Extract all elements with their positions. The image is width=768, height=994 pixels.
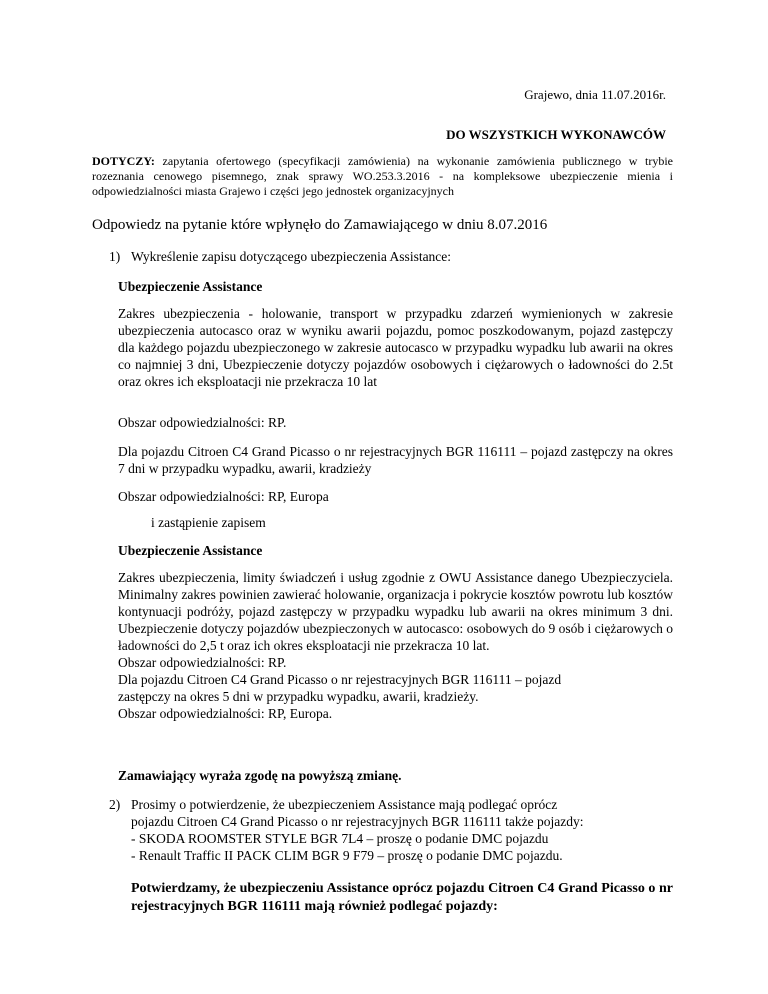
item-2-line-2: pojazdu Citroen C4 Grand Picasso o nr rejestracyjnych BGR 116111 także pojazdy:: [131, 814, 584, 829]
item-2-line-4: - Renault Traffic II PACK CLIM BGR 9 F79 – proszę o podanie DMC pojazdu.: [131, 848, 563, 863]
new-citroen-line-2: zastępczy na okres 5 dni w przypadku wypadku, awarii, kradzieży.: [118, 689, 479, 704]
replace-text: i zastąpienie zapisem: [151, 515, 266, 530]
item-2-answer: Potwierdzamy, że ubezpieczeniu Assistance oprócz pojazdu Citroen C4 Grand Picasso o nr rejestracyjnych BGR 116111 mają również podlegać pojazdy:: [131, 881, 673, 914]
item-1-text: Wykreślenie zapisu dotyczącego ubezpieczenia Assistance:: [131, 249, 452, 264]
new-citroen-line-1: Dla pojazdu Citroen C4 Grand Picasso o nr rejestracyjnych BGR 116111 – pojazd: [118, 672, 562, 687]
old-area-2: Obszar odpowiedzialności: RP, Europa: [118, 489, 329, 504]
regarding-label: DOTYCZY:: [92, 154, 155, 168]
date-line: Grajewo, dnia 11.07.2016r.: [524, 87, 666, 102]
new-assistance-scope: Zakres ubezpieczenia, limity świadczeń i usług zgodnie z OWU Assistance danego Ubezpieczyciela. Minimalny zakres powinien zawierać holowanie, organizacja i pokrycie kosztów powrotu lub kosztów kontynuacji podróży, pojazd zastępczy w przypadku wypadku lub awarii na okres minimum 3 dni. Ubezpieczenie dotyczy pojazdów ubezpieczonych w autocasco: osobowych do 9 osób i ciężarowych o ładowności do 2,5 t oraz ich okres eksploatacji nie przekracza 10 lat.: [118, 570, 673, 653]
old-area-1: Obszar odpowiedzialności: RP.: [118, 415, 287, 430]
recipient-line: DO WSZYSTKICH WYKONAWCÓW: [446, 127, 666, 142]
item-2-line-1: Prosimy o potwierdzenie, że ubezpieczeniem Assistance mają podlegać oprócz: [131, 797, 558, 812]
new-area-1: Obszar odpowiedzialności: RP.: [118, 655, 287, 670]
item-1-number: 1): [109, 249, 121, 264]
item-1: [109, 249, 451, 265]
item-2: [109, 796, 673, 864]
item-2-line-3: - SKODA ROOMSTER STYLE BGR 7L4 – proszę o podanie DMC pojazdu: [131, 831, 549, 846]
regarding-text: zapytania ofertowego (specyfikacji zamówienia) na wykonanie zamówienia publicznego w trybie rozeznania cenowego pisemnego, znak sprawy WO.253.3.2016 - na kompleksowe ubezpieczenie mienia i odpowiedzialności miasta Grajewo i części jego jednostek organizacyjnych: [92, 154, 674, 198]
regarding-paragraph: [92, 154, 673, 199]
answer-heading: Odpowiedz na pytanie które wpłynęło do Zamawiającego w dniu 8.07.2016: [92, 217, 548, 233]
consent-line: Zamawiający wyraża zgodę na powyższą zmianę.: [118, 768, 402, 783]
old-citroen-paragraph: Dla pojazdu Citroen C4 Grand Picasso o nr rejestracyjnych BGR 116111 – pojazd zastępczy na okres 7 dni w przypadku wypadku, awarii, kradzieży: [118, 444, 673, 476]
new-assistance-block: [118, 569, 673, 722]
item-2-number: 2): [109, 797, 121, 812]
old-assistance-scope: Zakres ubezpieczenia - holowanie, transport w przypadku zdarzeń wymienionych w zakresie ubezpieczenia autocasco oraz w wyniku awarii pojazdu, pomoc poszkodowanym, pojazd zastępczy dla każdego pojazdu ubezpieczonego w zakresie autocasco w przypadku wypadku lub awarii na okres co najmniej 3 dni, Ubezpieczenie dotyczy pojazdów osobowych i ciężarowych o ładowności do 2.5t oraz okres ich eksploatacji nie przekracza 10 lat: [118, 306, 673, 389]
new-assistance-title: Ubezpieczenie Assistance: [118, 543, 263, 558]
old-assistance-title: Ubezpieczenie Assistance: [118, 279, 263, 294]
new-area-2: Obszar odpowiedzialności: RP, Europa.: [118, 706, 333, 721]
